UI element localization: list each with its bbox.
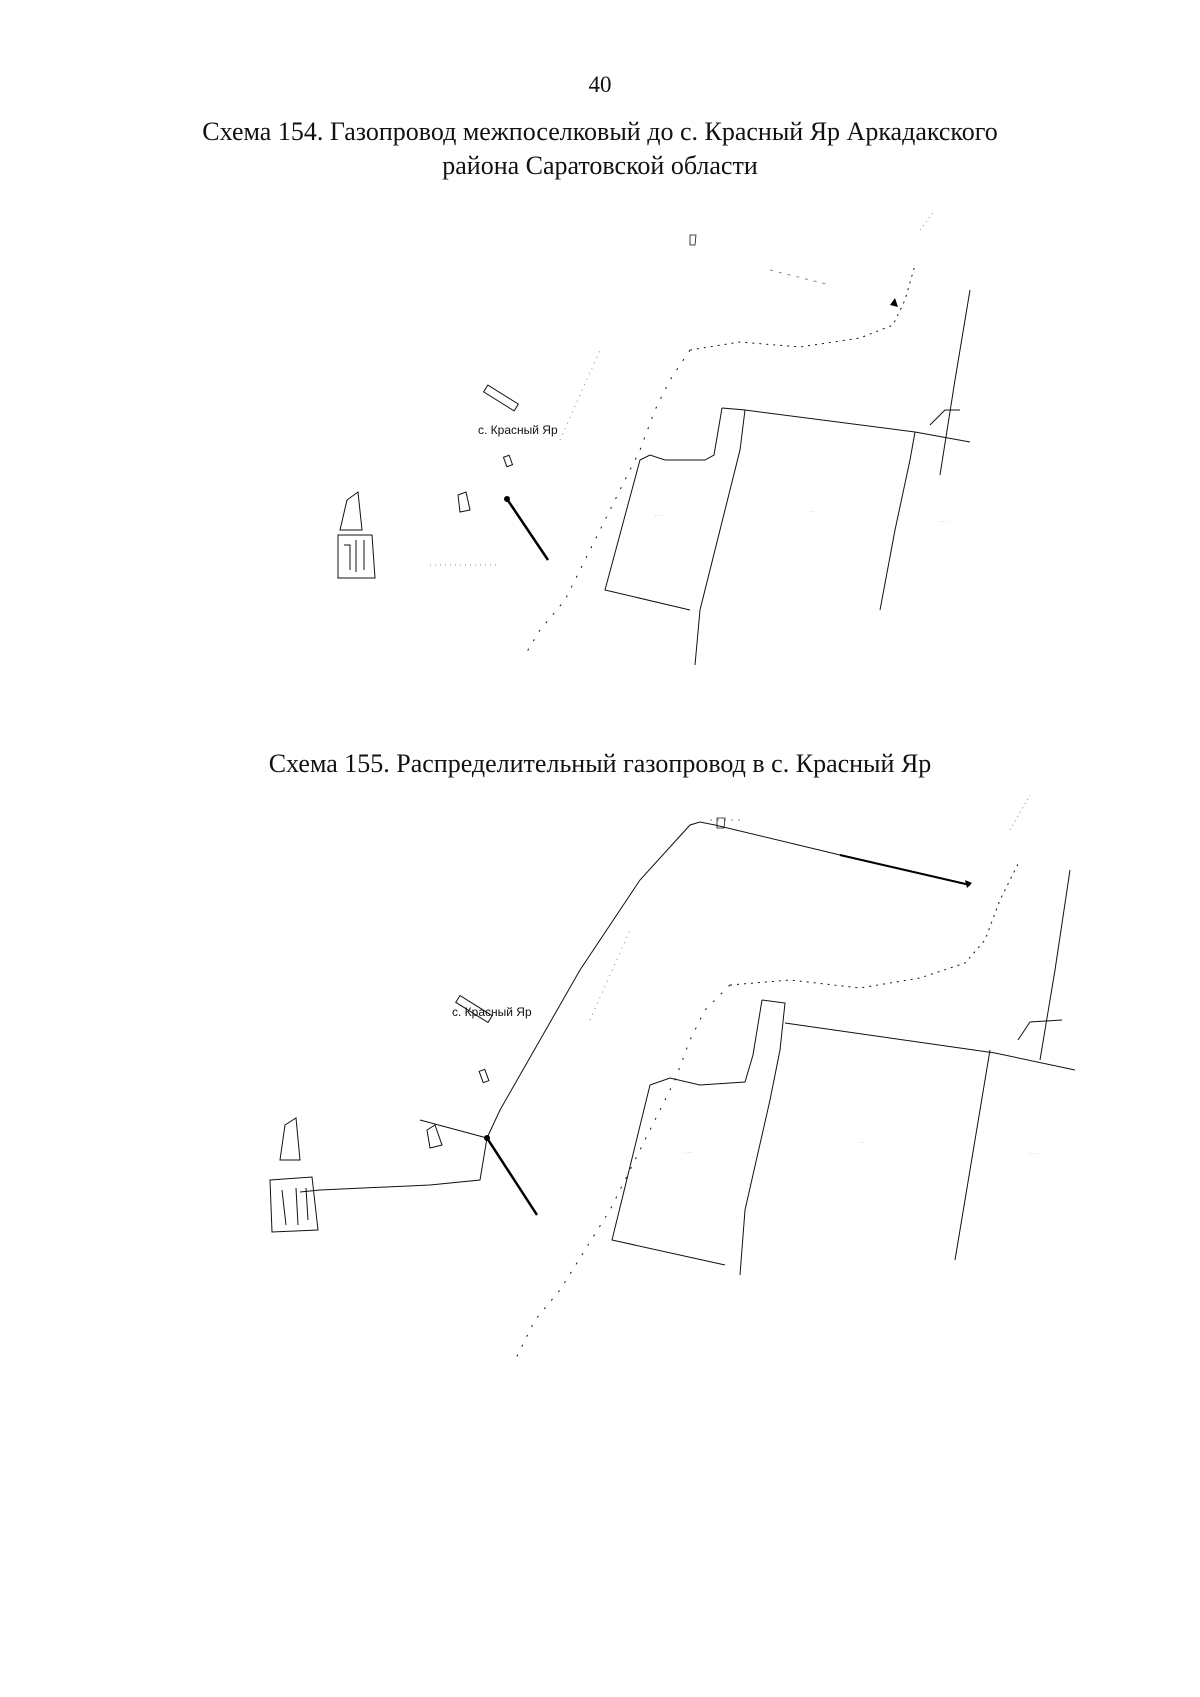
parcel-boundary [745, 410, 970, 442]
page-number: 40 [588, 72, 612, 97]
scheme-155-caption [0, 747, 1200, 781]
svg-text:· · ·: · · · [685, 1150, 693, 1156]
road-dotted [730, 860, 1020, 988]
svg-text:· · ·: · · · [940, 519, 948, 525]
settlement-label: с. Красный Яр [478, 423, 558, 437]
gas-distribution-line [420, 1120, 487, 1138]
scheme-154-title-line1: Схема 154. Газопровод межпоселковый до с. Красный Яр Аркадакского [202, 117, 998, 146]
road-dotted-diagonal [515, 985, 730, 1360]
scheme-154-title-line2: района Саратовской области [442, 151, 758, 180]
pipeline-node [504, 496, 510, 502]
parcel-boundary [695, 408, 745, 665]
gas-distribution-line [487, 822, 970, 1138]
parcel-boundary [940, 290, 970, 475]
gas-pipeline-segment [507, 499, 548, 560]
parcel-boundary [1018, 1020, 1062, 1040]
parcel-boundary [612, 1000, 762, 1265]
parcel-boundary [785, 1023, 1075, 1070]
gas-pipeline-segment [840, 855, 970, 885]
scheme-154-caption [0, 115, 1200, 183]
svg-text:· · ·: · · · [1030, 1151, 1038, 1157]
parcel-boundary [955, 1050, 990, 1260]
svg-text:· · ·: · · · [655, 513, 663, 519]
scheme-154-map [0, 210, 1200, 670]
scheme-155-map [0, 820, 1200, 1380]
gas-distribution-line [300, 1138, 487, 1192]
parcel-boundary [930, 410, 960, 425]
svg-text:· ·: · · [860, 1140, 865, 1146]
road-dotted-diagonal [525, 350, 690, 655]
pipeline-node [484, 1135, 490, 1141]
svg-text:· ·: · · [810, 509, 815, 515]
parcel-boundary [880, 432, 915, 610]
gas-pipeline-segment [487, 1138, 537, 1215]
road-dotted [690, 265, 915, 350]
parcel-boundary [605, 408, 722, 610]
scheme-155-title-line1: Схема 155. Распределительный газопровод в с. Красный Яр [268, 749, 932, 778]
settlement-label: с. Красный Яр [452, 1005, 532, 1019]
parcel-boundary [740, 1000, 785, 1275]
building-outline [484, 385, 519, 411]
parcel-boundary [1040, 870, 1070, 1060]
